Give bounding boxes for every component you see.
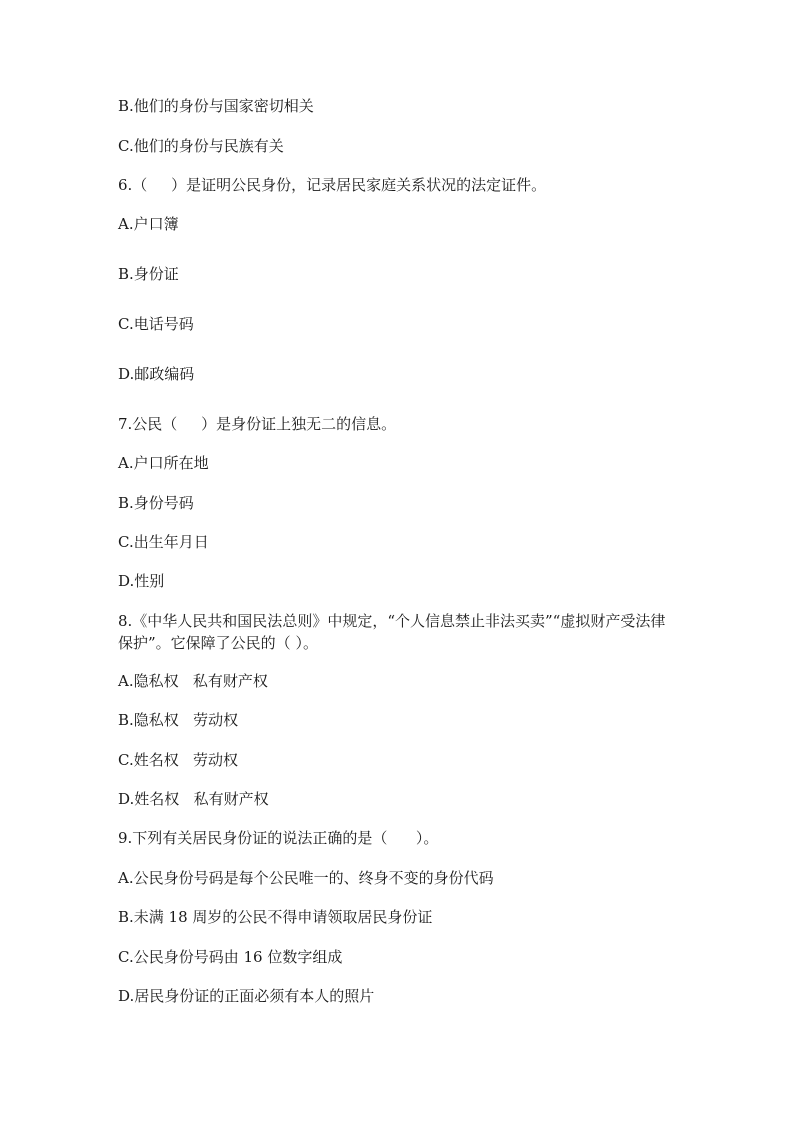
q9-option-c: C.公民身份号码由 16 位数字组成 xyxy=(118,948,343,966)
q5-option-c: C.他们的身份与民族有关 xyxy=(118,137,284,155)
q6-option-a: A.户口簿 xyxy=(118,215,179,233)
q7-option-a: A.户口所在地 xyxy=(118,454,209,472)
q6-option-d: D.邮政编码 xyxy=(118,365,195,383)
q7-option-d: D.性别 xyxy=(118,572,165,590)
q5-option-b: B.他们的身份与国家密切相关 xyxy=(118,97,314,115)
q6-stem: 6.（ ）是证明公民身份，记录居民家庭关系状况的法定证件。 xyxy=(118,176,547,194)
q8-option-d: D.姓名权 私有财产权 xyxy=(118,790,269,808)
q9-option-b: B.未满 18 周岁的公民不得申请领取居民身份证 xyxy=(118,908,433,926)
q6-option-b: B.身份证 xyxy=(118,265,179,283)
q7-option-c: C.出生年月日 xyxy=(118,533,209,551)
q8-option-c: C.姓名权 劳动权 xyxy=(118,751,239,769)
q8-stem: 8.《中华人民共和国民法总则》中规定，“个人信息禁止非法买卖”“虚拟财产受法律保护”。它保障了公民的（ ）。 xyxy=(118,612,666,652)
q6-option-c: C.电话号码 xyxy=(118,315,194,333)
q9-option-d: D.居民身份证的正面必须有本人的照片 xyxy=(118,987,375,1005)
q7-option-b: B.身份号码 xyxy=(118,494,194,512)
q8-option-a: A.隐私权 私有财产权 xyxy=(118,672,268,690)
q7-stem: 7.公民（ ）是身份证上独无二的信息。 xyxy=(118,415,397,433)
q9-option-a: A.公民身份号码是每个公民唯一的、终身不变的身份代码 xyxy=(118,869,494,887)
q9-stem: 9.下列有关居民身份证的说法正确的是（ ）。 xyxy=(118,829,439,847)
q8-option-b: B.隐私权 劳动权 xyxy=(118,711,239,729)
